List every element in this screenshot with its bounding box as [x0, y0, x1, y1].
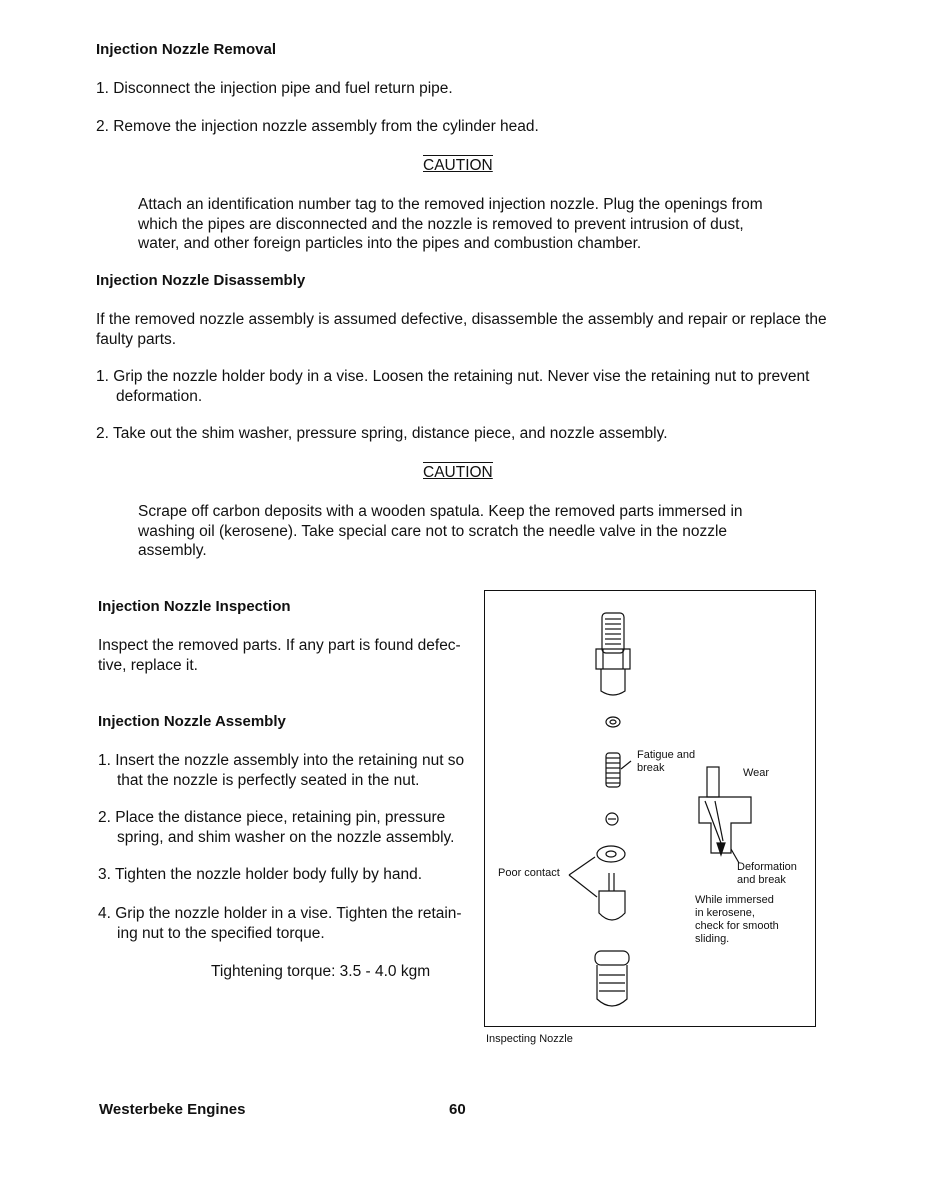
shim-washer-illustration: [606, 717, 620, 727]
inspection-text: [98, 636, 461, 675]
disassembly-intro-line: If the removed nozzle assembly is assumed defective, disassemble the assembly and repair or replace the: [96, 311, 827, 328]
assembly-heading: Injection Nozzle Assembly: [98, 713, 286, 730]
deformation-label-line: Deformation: [737, 861, 797, 873]
immersed-note: [695, 894, 779, 946]
assembly-step-4: [98, 904, 462, 943]
inspection-heading: Injection Nozzle Inspection: [98, 598, 291, 615]
immersed-note-line: While immersed: [695, 894, 774, 906]
fatigue-label-line: break: [637, 762, 665, 774]
removal-caution-line: which the pipes are disconnected and the nozzle is removed to prevent intrusion of dust,: [138, 215, 744, 233]
footer-brand: Westerbeke Engines: [99, 1101, 246, 1118]
assembly-step-2: [98, 808, 454, 847]
disassembly-intro-line: faulty parts.: [96, 330, 177, 348]
removal-step-1: 1. Disconnect the injection pipe and fuel return pipe.: [96, 80, 453, 97]
nozzle-exploded-diagram: [485, 591, 815, 1026]
disassembly-step-2: 2. Take out the shim washer, pressure spring, distance piece, and nozzle assembly.: [96, 425, 668, 442]
deformation-label: [737, 861, 797, 887]
assembly-step-2-line: spring, and shim washer on the nozzle assembly.: [117, 828, 455, 846]
immersed-note-line: check for smooth: [695, 920, 779, 932]
poor-contact-leader-top: [569, 857, 595, 875]
page-number: 60: [449, 1101, 466, 1118]
nozzle-holder-body-illustration: [596, 613, 630, 695]
fatigue-label: [637, 749, 695, 775]
figure-caption: Inspecting Nozzle: [486, 1033, 573, 1045]
assembly-step-4-line: ing nut to the specified torque.: [117, 924, 325, 942]
disassembly-caution-label: CAUTION: [423, 464, 493, 481]
assembly-step-1-line: that the nozzle is perfectly seated in the nut.: [117, 771, 420, 789]
assembly-step-2-line: 2. Place the distance piece, retaining pin, pressure: [98, 809, 446, 826]
disassembly-step-1-line: 1. Grip the nozzle holder body in a vise. Loosen the retaining nut. Never vise the retaining nut to prevent: [96, 368, 810, 385]
inspection-line: tive, replace it.: [98, 656, 198, 674]
immersed-note-line: sliding.: [695, 933, 730, 945]
removal-caution-line: Attach an identification number tag to the removed injection nozzle. Plug the openings from: [138, 196, 763, 213]
assembly-step-3: 3. Tighten the nozzle holder body fully by hand.: [98, 866, 422, 883]
removal-heading: Injection Nozzle Removal: [96, 41, 277, 58]
assembly-step-1: [98, 751, 464, 790]
removal-caution-text: [138, 195, 763, 254]
pressure-spring-illustration: [606, 753, 620, 787]
disassembly-caution-line: assembly.: [138, 542, 207, 559]
nozzle-section-illustration: [699, 767, 751, 855]
disassembly-heading: Injection Nozzle Disassembly: [96, 272, 306, 289]
tightening-torque: Tightening torque: 3.5 - 4.0 kgm: [211, 963, 431, 980]
fatigue-label-line: Fatigue and: [637, 749, 696, 761]
disassembly-caution-line: washing oil (kerosene). Take special care not to scratch the needle valve in the nozzle: [138, 522, 728, 540]
wear-label: Wear: [743, 767, 770, 779]
removal-caution-line: water, and other foreign particles into the pipes and combustion chamber.: [138, 235, 642, 252]
nozzle-needle-illustration: [599, 873, 625, 920]
assembly-step-1-line: 1. Insert the nozzle assembly into the retaining nut so: [98, 752, 465, 769]
disassembly-step-1-line: deformation.: [116, 387, 203, 405]
assembly-step-4-line: 4. Grip the nozzle holder in a vise. Tighten the retain-: [98, 905, 462, 922]
retaining-nut-illustration: [595, 951, 629, 1006]
nozzle-figure-frame: [484, 590, 816, 1027]
disassembly-intro: [96, 310, 827, 349]
removal-caution-label: CAUTION: [423, 157, 493, 174]
immersed-note-line: in kerosene,: [695, 907, 755, 919]
disassembly-step-1: [96, 367, 809, 406]
poor-contact-leader-bottom: [569, 875, 597, 897]
inspection-line: Inspect the removed parts. If any part is found defec-: [98, 637, 461, 654]
disassembly-caution-line: Scrape off carbon deposits with a wooden spatula. Keep the removed parts immersed in: [138, 503, 743, 520]
removal-step-2: 2. Remove the injection nozzle assembly from the cylinder head.: [96, 118, 539, 135]
disassembly-caution-text: [138, 502, 743, 561]
deformation-label-line: and break: [737, 874, 786, 886]
retaining-pin-disc-illustration: [597, 846, 625, 862]
poor-contact-label: Poor contact: [498, 867, 560, 879]
fatigue-leader-line: [621, 761, 631, 769]
